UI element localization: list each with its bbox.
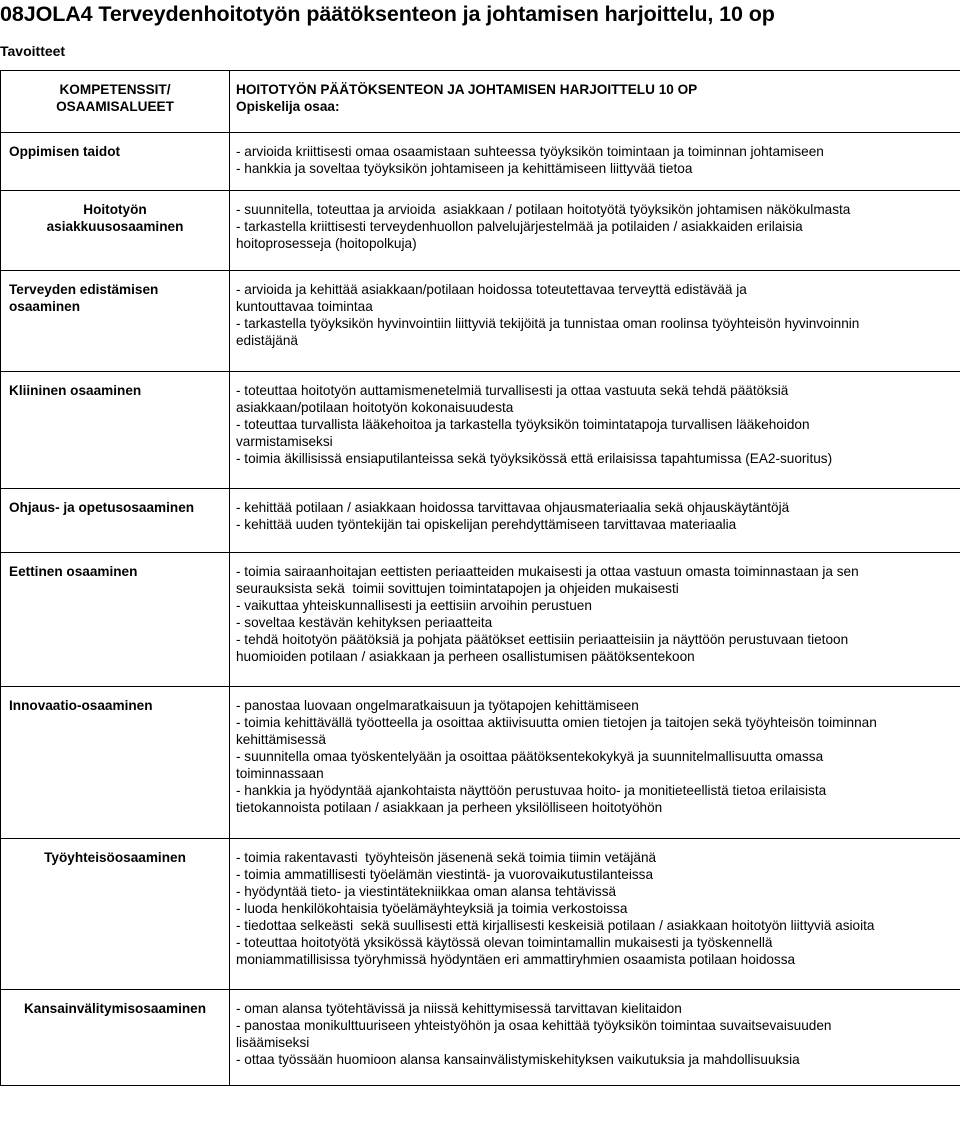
table-row (1, 271, 960, 372)
competence-label (1, 489, 230, 553)
header-student-can: Opiskelija osaa: (236, 99, 340, 114)
competence-label-line: Ohjaus- ja opetusosaaminen (9, 500, 195, 515)
objective-line: - suunnitella omaa työskentelyään ja osoittaa päätöksentekokykyä ja suunnitelmallisuutta omassa (236, 749, 824, 764)
table-row (1, 489, 960, 553)
competence-label-line: Kansainvälitymisosaaminen (23, 1001, 207, 1016)
document-title: 08JOLA4 Terveydenhoitotyön päätöksenteon ja johtamisen harjoittelu, 10 op (0, 2, 775, 26)
competence-label (1, 191, 230, 271)
table-row (1, 990, 960, 1086)
objective-line: hoitoprosesseja (hoitopolkuja) (236, 236, 417, 251)
objective-line: - toimia ammatillisesti työelämän viestintä- ja vuorovaikutustilanteissa (236, 867, 654, 882)
objective-line: - tarkastella työyksikön hyvinvointiin liittyviä tekijöitä ja tunnistaa oman roolinsa työyhteisön hyvinvoinnin (236, 316, 860, 331)
table-header-row (1, 71, 960, 133)
objective-line: - vaikuttaa yhteiskunnallisesti ja eettisiin arvoihin perustuen (236, 598, 592, 613)
objectives-cell (230, 489, 960, 553)
competence-label (1, 372, 230, 489)
competence-label-line: Oppimisen taidot (9, 144, 121, 159)
competence-label (1, 687, 230, 839)
competence-label-line: Hoitotyön (83, 202, 147, 217)
objective-line: - soveltaa kestävän kehityksen periaatteita (236, 615, 493, 630)
objective-line: toiminnassaan (236, 766, 324, 781)
header-competence-cell (1, 71, 230, 133)
table-row (1, 191, 960, 271)
objective-line: asiakkaan/potilaan hoitotyön kokonaisuudesta (236, 400, 514, 415)
objectives-cell (230, 372, 960, 489)
objective-line: - panostaa luovaan ongelmaratkaisuun ja työtapojen kehittämiseen (236, 698, 639, 713)
objective-line: - tehdä hoitotyön päätöksiä ja pohjata päätökset eettisiin periaatteisiin ja näyttöön perustuvaan tietoon (236, 632, 849, 647)
objective-line: - toimia äkillisissä ensiaputilanteissa sekä työyksikössä että erilaisissa tapahtumissa (EA2-suoritus) (236, 451, 833, 466)
objective-line: - toteuttaa turvallista lääkehoitoa ja tarkastella työyksikön toimintatapoja turvallisen lääkehoidon (236, 417, 810, 432)
header-course-cell (230, 71, 960, 133)
table-row (1, 372, 960, 489)
objective-line: - toimia rakentavasti työyhteisön jäsenenä sekä toimia tiimin vetäjänä (236, 850, 657, 865)
competence-label (1, 839, 230, 990)
objective-line: - kehittää uuden työntekijän tai opiskelijan perehdyttämiseen tarvittavaa materiaalia (236, 517, 737, 532)
objective-line: edistäjänä (236, 333, 298, 348)
objective-line: - hankkia ja soveltaa työyksikön johtamiseen ja kehittämiseen liittyvää tietoa (236, 161, 693, 176)
competence-label-line: asiakkuusosaaminen (46, 219, 184, 234)
competence-label (1, 271, 230, 372)
objective-line: lisäämiseksi (236, 1035, 310, 1050)
objective-line: - suunnitella, toteuttaa ja arvioida asiakkaan / potilaan hoitotyötä työyksikön johtamisen näkökulmasta (236, 202, 851, 217)
objective-line: - toteuttaa hoitotyön auttamismenetelmiä turvallisesti ja ottaa vastuuta sekä tehdä päätöksiä (236, 383, 789, 398)
objective-line: - arvioida ja kehittää asiakkaan/potilaan hoidossa toteutettavaa terveyttä edistävää ja (236, 282, 747, 297)
objective-line: varmistamiseksi (236, 434, 333, 449)
table-row (1, 553, 960, 687)
objectives-cell (230, 553, 960, 687)
header-competence-line: OSAAMISALUEET (56, 99, 174, 114)
competence-label-line: Terveyden edistämisen (9, 282, 159, 297)
objective-line: seurauksista sekä toimii sovittujen toimintatapojen ja ohjeiden mukaisesti (236, 581, 679, 596)
objective-line: - oman alansa työtehtävissä ja niissä kehittymisessä tarvittavan kielitaidon (236, 1001, 682, 1016)
objective-line: - tarkastella kriittisesti terveydenhuollon palvelujärjestelmää ja potilaiden / asiakkaiden erilaisia (236, 219, 803, 234)
objective-line: - toimia sairaanhoitajan eettisten periaatteiden mukaisesti ja ottaa vastuun omasta toiminnastaan ja sen (236, 564, 859, 579)
header-course-title: HOITOTYÖN PÄÄTÖKSENTEON JA JOHTAMISEN HARJOITTELU 10 OP (236, 82, 698, 97)
table-row (1, 839, 960, 990)
objective-line: - hyödyntää tieto- ja viestintätekniikkaa oman alansa tehtävissä (236, 884, 617, 899)
objective-line: - toteuttaa hoitotyötä yksikössä käytössä olevan toimintamallin mukaisesti ja työskennellä (236, 935, 773, 950)
competence-label-line: Kliininen osaaminen (9, 383, 142, 398)
objective-line: - tiedottaa selkeästi sekä suullisesti että kirjallisesti keskeisiä potilaan / asiakkaan hoitotyön liittyviä asioita (236, 918, 875, 933)
objectives-cell (230, 990, 960, 1086)
table-row (1, 133, 960, 191)
objectives-cell (230, 687, 960, 839)
objective-line: - hankkia ja hyödyntää ajankohtaista näyttöön perustuvaa hoito- ja monitieteellistä tietoa erilaisista (236, 783, 827, 798)
objective-line: - toimia kehittävällä työotteella ja osoittaa aktiivisuutta omien tietojen ja taitojen sekä työyhteisön toiminnan (236, 715, 877, 730)
objective-line: tietokannoista potilaan / asiakkaan ja perheen yksilölliseen hoitotyöhön (236, 800, 663, 815)
competence-label (1, 133, 230, 191)
objective-line: huomioiden potilaan / asiakkaan ja perheen osallistumisen päätöksentekoon (236, 649, 695, 664)
competence-label-line: Eettinen osaaminen (9, 564, 138, 579)
objective-line: kehittämisessä (236, 732, 326, 747)
competence-table (0, 70, 960, 1086)
objective-line: - panostaa monikulttuuriseen yhteistyöhön ja osaa kehittää työyksikön toimintaa suvaitsevaisuuden (236, 1018, 832, 1033)
objective-line: moniammatillisissa työryhmissä hyödyntäen eri ammattiryhmien osaamista potilaan hoidossa (236, 952, 796, 967)
table-row (1, 687, 960, 839)
objectives-cell (230, 839, 960, 990)
objectives-cell (230, 271, 960, 372)
objective-line: kuntouttavaa toimintaa (236, 299, 373, 314)
competence-label (1, 553, 230, 687)
objective-line: - kehittää potilaan / asiakkaan hoidossa tarvittavaa ohjausmateriaalia sekä ohjauskäytäntöjä (236, 500, 790, 515)
competence-label (1, 990, 230, 1086)
competence-label-line: osaaminen (9, 299, 81, 314)
header-competence-line: KOMPETENSSIT/ (59, 82, 171, 97)
section-heading: Tavoitteet (0, 43, 66, 59)
competence-label-line: Innovaatio-osaaminen (9, 698, 153, 713)
objectives-cell (230, 133, 960, 191)
competence-label-line: Työyhteisöosaaminen (44, 850, 186, 865)
objectives-cell (230, 191, 960, 271)
objective-line: - ottaa työssään huomioon alansa kansainvälistymiskehityksen vaikutuksia ja mahdollisuuksia (236, 1052, 800, 1067)
objective-line: - arvioida kriittisesti omaa osaamistaan suhteessa työyksikön toimintaan ja toiminnan johtamiseen (236, 144, 824, 159)
objective-line: - luoda henkilökohtaisia työelämäyhteyksiä ja toimia verkostoissa (236, 901, 628, 916)
